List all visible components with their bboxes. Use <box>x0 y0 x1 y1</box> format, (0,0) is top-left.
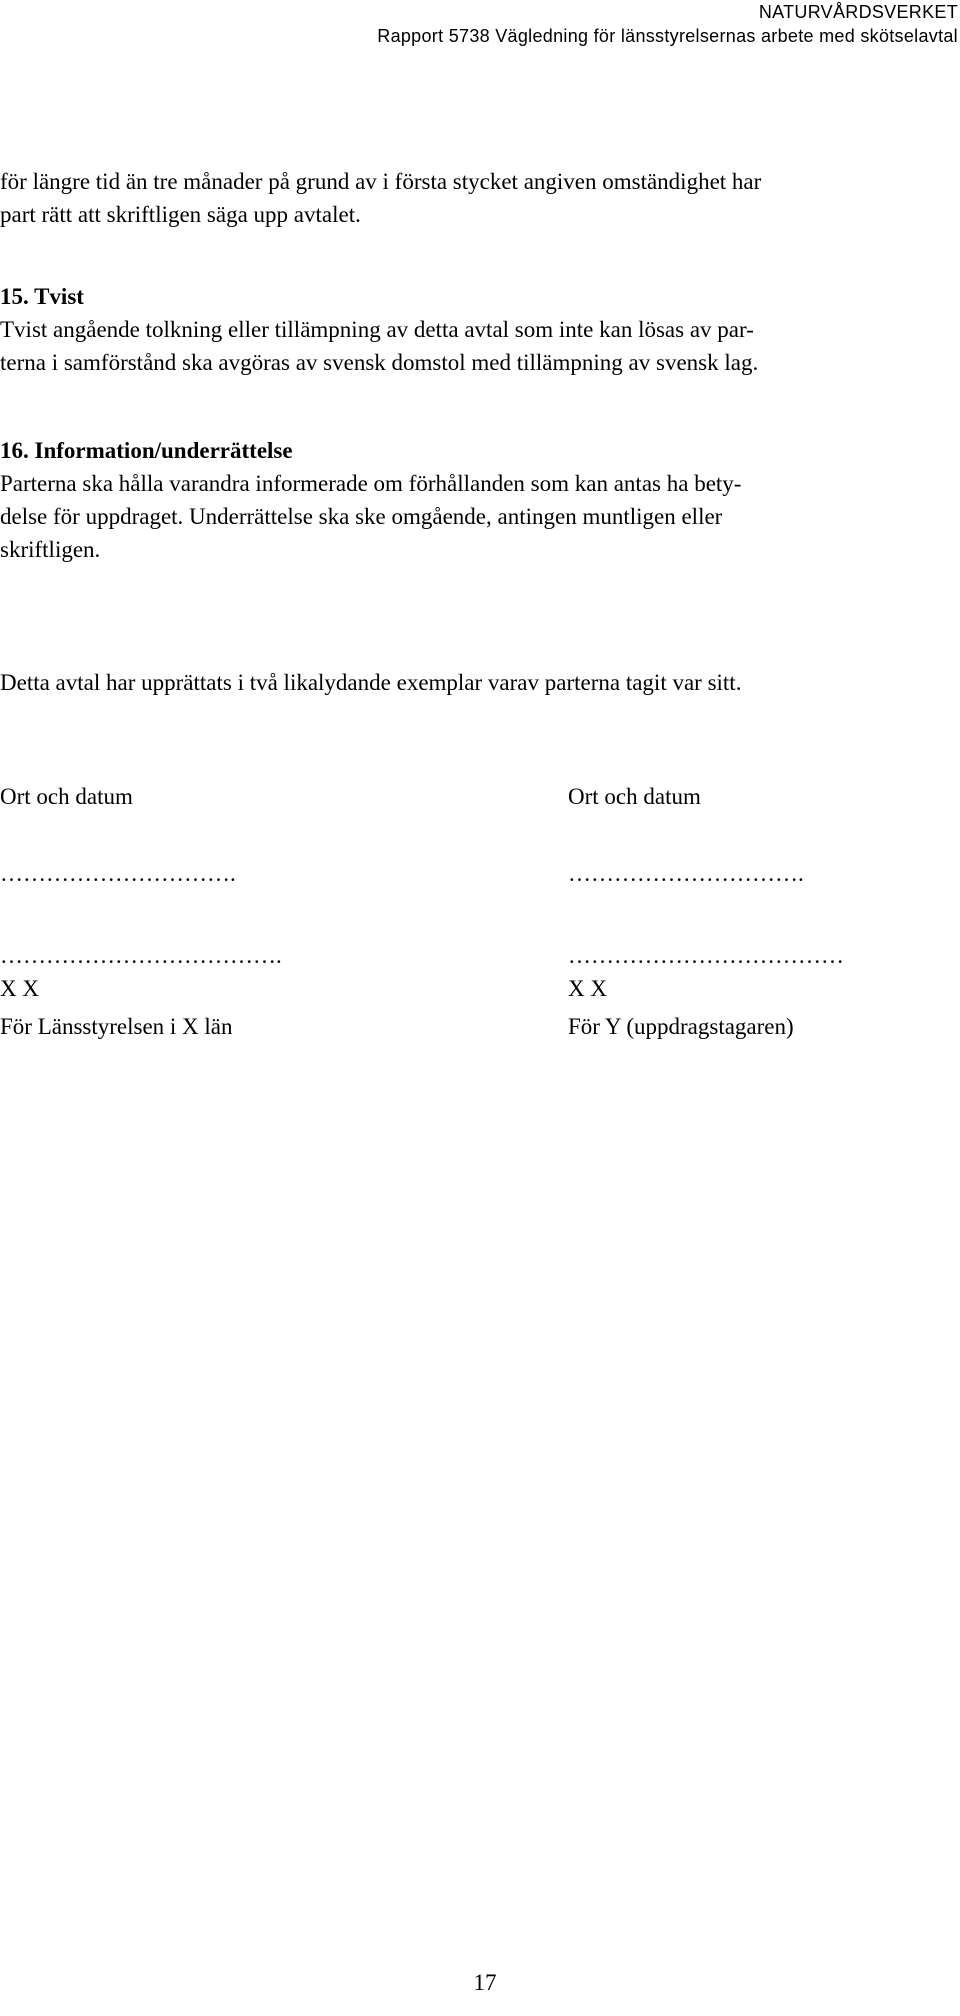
intro-paragraph <box>0 165 960 231</box>
left-signatory-organization: För Länsstyrelsen i X län <box>0 1014 233 1039</box>
right-signature-line: ……………………………… <box>568 943 844 968</box>
right-place-date-line: …………………………. <box>568 861 804 886</box>
header-organization: NATURVÅRDSVERKET <box>758 2 958 22</box>
section-16-line: Parterna ska hålla varandra informerade om förhållanden som kan antas ha bety- <box>0 471 742 496</box>
left-place-date-label: Ort och datum <box>0 784 133 809</box>
page-number: 17 <box>473 1970 497 1995</box>
section-16-heading: 16. Information/underrättelse <box>0 438 293 463</box>
section-16-line: delse för uppdraget. Underrättelse ska ske omgående, antingen muntligen eller <box>0 504 723 529</box>
section-15-heading: 15. Tvist <box>0 284 84 309</box>
intro-line: för längre tid än tre månader på grund av i första stycket angiven omständighet har <box>0 169 762 194</box>
right-signatory-organization: För Y (uppdragstagaren) <box>568 1014 794 1039</box>
section-15-line: Tvist angående tolkning eller tillämpning av detta avtal som inte kan lösas av par- <box>0 317 754 342</box>
header-report-title: Rapport 5738 Vägledning för länsstyrelsernas arbete med skötselavtal <box>377 26 958 46</box>
intro-line: part rätt att skriftligen säga upp avtalet. <box>0 202 361 227</box>
left-place-date-line: …………………………. <box>0 861 236 886</box>
section-15-line: terna i samförstånd ska avgöras av svensk domstol med tillämpning av svensk lag. <box>0 350 759 375</box>
closing-statement: Detta avtal har upprättats i två likalydande exemplar varav parterna tagit var sitt. <box>0 670 742 695</box>
page-header <box>0 0 960 48</box>
right-signatory-name: X X <box>568 976 607 1001</box>
section-16 <box>0 434 960 566</box>
left-signature-line: ………………………………. <box>0 943 282 968</box>
section-15 <box>0 280 960 379</box>
right-place-date-label: Ort och datum <box>568 784 701 809</box>
section-16-line: skriftligen. <box>0 537 101 562</box>
left-signatory-name: X X <box>0 976 39 1001</box>
